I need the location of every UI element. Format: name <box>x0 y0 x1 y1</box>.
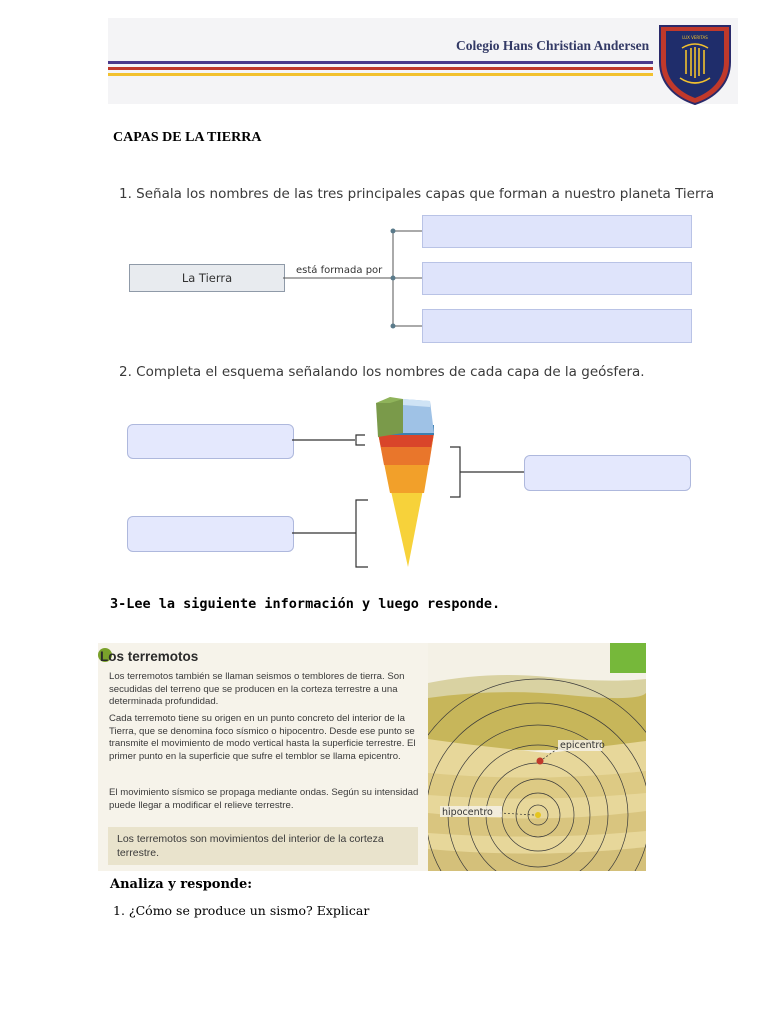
exercise2-answer-box-core[interactable] <box>127 516 294 552</box>
exercise3-prompt: 3-Lee la siguiente información y luego responde. <box>110 596 501 612</box>
reading-heading: Los terremotos <box>100 649 199 664</box>
reading-highlight-text: Los terremotos son movimientos del interior de la corteza terrestre. <box>117 833 384 859</box>
exercise1-prompt: 1. Señala los nombres de las tres principales capas que forman a nuestro planeta Tierra <box>119 186 715 202</box>
earthquake-illustration <box>428 643 646 871</box>
epicenter-label: epicentro <box>560 740 605 751</box>
analysis-question-1: 1. ¿Cómo se produce un sismo? Explicar <box>113 903 370 918</box>
header-stripe-red <box>108 67 653 70</box>
connector-label: está formada por <box>296 265 383 276</box>
exercise1-answer-box-3[interactable] <box>422 309 692 343</box>
la-tierra-box: La Tierra <box>129 264 285 292</box>
header-stripe-yellow <box>108 73 653 76</box>
exercise1-connector-lines <box>283 222 428 334</box>
analysis-heading: Analiza y responde: <box>110 877 253 892</box>
header-stripe-purple <box>108 61 653 64</box>
exercise2-prompt: 2. Completa el esquema señalando los nombres de cada capa de la geósfera. <box>119 364 645 380</box>
svg-text:LUX VERITAS: LUX VERITAS <box>682 35 708 40</box>
exercise2-answer-box-mantle[interactable] <box>524 455 691 491</box>
geosphere-diagram <box>290 395 530 575</box>
school-name: Colegio Hans Christian Andersen <box>456 38 650 53</box>
reading-paragraph-3: El movimiento sísmico se propaga mediante ondas. Según su intensidad puede llegar a modificar el relieve terrestre. <box>109 787 419 811</box>
school-crest-logo <box>654 22 736 106</box>
exercise2-answer-box-crust[interactable] <box>127 424 294 459</box>
reading-paragraph-2: Cada terremoto tiene su origen en un punto concreto del interior de la Tierra, que se denomina foco sísmico o hipocentro. Desde ese punto se transmite el movimiento de modo vertical hasta la superficie terrestre. El primer punto en la superficie que sufre el temblor se llama epicentro. <box>109 713 416 763</box>
hypocenter-label: hipocentro <box>442 807 493 818</box>
exercise1-answer-box-1[interactable] <box>422 215 692 248</box>
exercise1-answer-box-2[interactable] <box>422 262 692 295</box>
page-title: CAPAS DE LA TIERRA <box>113 130 262 145</box>
reading-paragraph-1: Los terremotos también se llaman seismos o temblores de tierra. Son secudidas del terreno que se producen en la corteza terrestre a una determinada profundidad. <box>109 671 405 708</box>
